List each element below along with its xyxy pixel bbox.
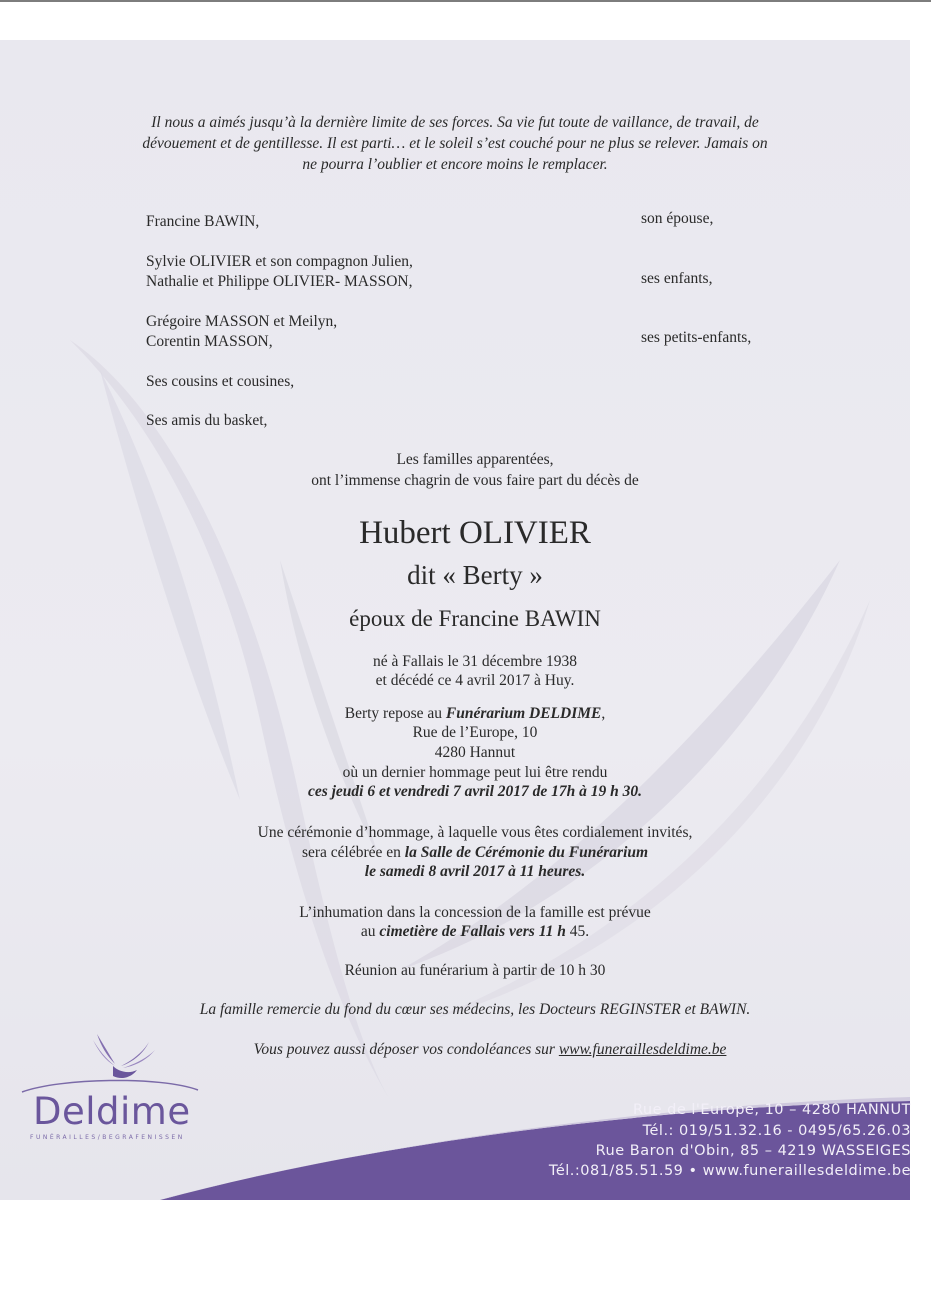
memorial-quote <box>95 112 815 175</box>
funeral-notice-page <box>0 40 910 1200</box>
death-line: et décédé ce 4 avril 2017 à Huy. <box>375 672 575 689</box>
burial-place: cimetière de Fallais vers 11 h <box>379 923 566 940</box>
ceremony-venue: la Salle de Cérémonie du Funérarium <box>404 844 649 861</box>
logo-name: Deldime <box>33 1090 191 1133</box>
contact-wasseiges-phone-web: Tél.:081/85.51.59 • www.funeraillesdeldime.be <box>548 1163 911 1179</box>
family-child-1: Sylvie OLIVIER et son compagnon Julien, <box>146 253 413 270</box>
rest-prefix: Berty repose au <box>344 705 446 722</box>
ceremony-line-2 <box>150 843 800 863</box>
deceased-nickname: dit « Berty » <box>407 560 543 590</box>
family-grandchild-1: Grégoire MASSON et Meilyn, <box>146 313 338 330</box>
rest-street: Rue de l’Europe, 10 <box>412 724 538 741</box>
condolences-link[interactable]: www.funeraillesdeldime.be <box>558 1041 727 1058</box>
family-child-2: Nathalie et Philippe OLIVIER- MASSON, <box>146 273 413 290</box>
deceased-name: Hubert OLIVIER <box>359 515 591 551</box>
family-cousins: Ses cousins et cousines, <box>146 373 295 390</box>
family-friends: Ses amis du basket, <box>146 412 268 429</box>
deceased-spouse: époux de Francine BAWIN <box>349 606 601 631</box>
ceremony-prefix: sera célébrée en <box>301 844 405 861</box>
family-spouse: Francine BAWIN, <box>146 213 260 230</box>
quote-line-1: Il nous a aimés jusqu’à la dernière limite de ses forces. Sa vie fut toute de vaillance, de travail, de <box>151 114 759 131</box>
burial-suffix: 45. <box>565 923 590 940</box>
contact-wasseiges-address: Rue Baron d'Obin, 85 – 4219 WASSEIGES <box>595 1143 911 1159</box>
relation-children: ses enfants, <box>641 270 713 287</box>
rest-suffix: , <box>601 705 606 722</box>
burial-line-2 <box>150 922 800 942</box>
rest-city: 4280 Hannut <box>434 744 516 761</box>
quote-line-2: dévouement et de gentillesse. Il est parti… et le soleil s’est couché pour ne plus se relever. Jamais on <box>142 135 768 152</box>
relation-spouse: son épouse, <box>641 210 714 227</box>
contact-hannut-address: Rue de l'Europe, 10 – 4280 HANNUT <box>632 1102 911 1118</box>
homage-line: où un dernier hommage peut lui être rendu <box>342 764 608 781</box>
funerarium-name: Funérarium DELDIME <box>445 705 602 722</box>
logo-tagline: FUNÉRAILLES/BEGRAFENISSEN <box>30 1134 185 1141</box>
burial-prefix: au <box>360 923 380 940</box>
burial-line-1: L’inhumation dans la concession de la famille est prévue <box>299 904 651 921</box>
quote-line-3: ne pourra l’oublier et encore moins le remplacer. <box>302 156 608 173</box>
ceremony-line-1: Une cérémonie d’hommage, à laquelle vous êtes cordialement invités, <box>257 824 693 841</box>
family-grandchild-2: Corentin MASSON, <box>146 333 273 350</box>
top-border-line <box>0 0 931 2</box>
condolences-line <box>150 1041 830 1059</box>
condolences-prefix: Vous pouvez aussi déposer vos condoléances sur <box>253 1041 559 1058</box>
reunion-line: Réunion au funérarium à partir de 10 h 30 <box>344 962 606 979</box>
intro-line-1: Les familles apparentées, <box>396 451 554 468</box>
birth-line: né à Fallais le 31 décembre 1938 <box>372 653 577 670</box>
contact-hannut-phone: Tél.: 019/51.32.16 - 0495/65.26.03 <box>642 1123 911 1139</box>
rest-line <box>150 704 800 724</box>
thanks-line: La famille remercie du fond du cœur ses médecins, les Docteurs REGINSTER et BAWIN. <box>199 1001 751 1018</box>
homage-times: ces jeudi 6 et vendredi 7 avril 2017 de 17h à 19 h 30. <box>307 783 643 800</box>
relation-grandchildren: ses petits-enfants, <box>641 329 752 346</box>
intro-line-2: ont l’immense chagrin de vous faire part du décès de <box>311 472 639 489</box>
ceremony-date: le samedi 8 avril 2017 à 11 heures. <box>364 863 586 880</box>
